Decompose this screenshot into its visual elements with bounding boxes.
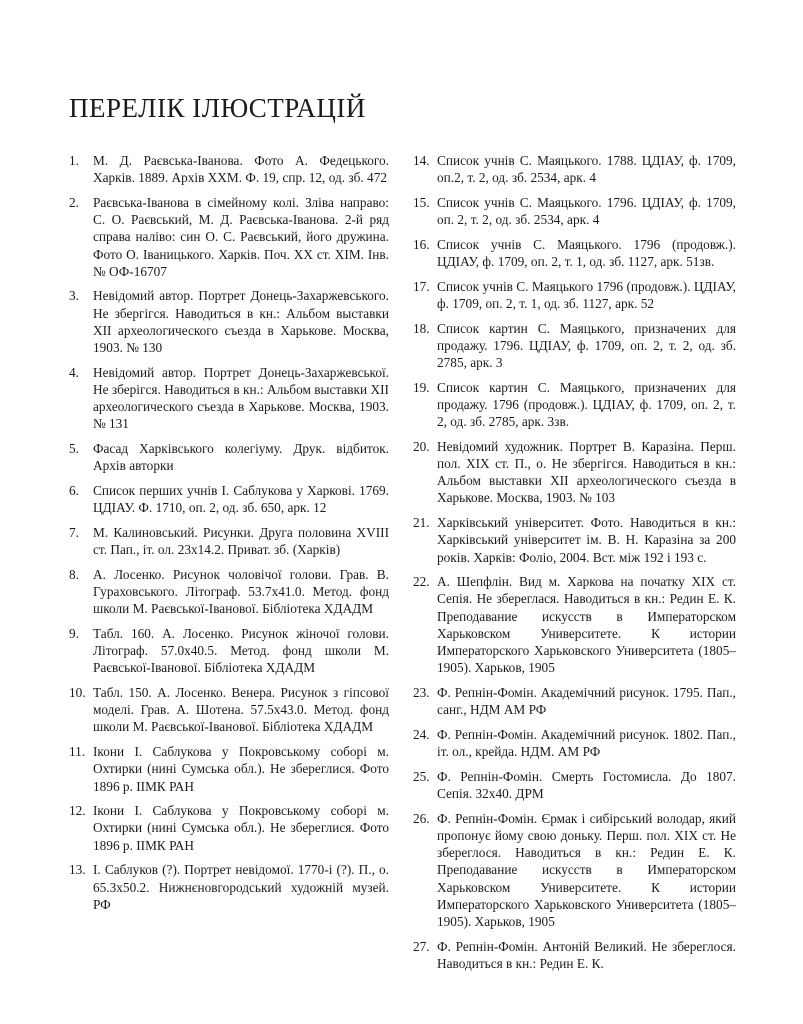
illustration-entry bbox=[413, 938, 736, 972]
entry-number: 9. bbox=[69, 625, 79, 641]
illustration-entry bbox=[69, 625, 389, 677]
entry-number: 27. bbox=[413, 938, 430, 954]
entry-text: Невідомий художник. Портрет В. Каразіна. Перш. пол. ХІХ ст. П., о. Не збергігся. Наводиться в кн.: Альбом выставки XII археологического съезда в Харькове. Москва, 1903. № 103 bbox=[437, 438, 736, 506]
entry-text: М. Д. Раєвська-Іванова. Фото А. Федецького. Харків. 1889. Архів ХХМ. Ф. 19, спр. 12, од. зб. 472 bbox=[93, 153, 389, 186]
entry-number: 26. bbox=[413, 810, 430, 826]
illustration-list-right-column bbox=[413, 152, 736, 980]
entry-text: А. Шепфлін. Вид м. Харкова на початку ХІХ ст. Сепія. Не збереглася. Наводиться в кн.: Редин Е. К. Преподавание искусств в Императорском Харьковском Университете. К истории Императорского Харьковского Университета (1805–1905). Харьков, 1905 bbox=[437, 574, 736, 676]
illustration-entry bbox=[413, 320, 736, 372]
entry-number: 23. bbox=[413, 684, 430, 700]
page-title: ПЕРЕЛІК ІЛЮСТРАЦІЙ bbox=[69, 93, 366, 123]
entry-text: Табл. 150. А. Лосенко. Венера. Рисунок з гіпсової моделі. Грав. А. Шотена. 57.5х43.0. Метод. фонд школи М. Раєвської-Іванової. Бібліотека ХДАДМ bbox=[93, 684, 389, 735]
entry-number: 2. bbox=[69, 194, 79, 210]
entry-number: 1. bbox=[69, 153, 79, 168]
illustration-entry bbox=[413, 573, 736, 676]
entry-text: Список учнів С. Маяцького. 1788. ЦДІАУ, ф. 1709, оп.2, т. 2, од. зб. 2534, арк. 4 bbox=[437, 153, 736, 186]
illustration-entry bbox=[413, 726, 736, 760]
entry-text: Список учнів С. Маяцького 1796 (продовж.). ЦДІАУ, ф. 1709, оп. 2, т. 1, од. зб. 1127, арк. 52 bbox=[437, 278, 736, 311]
entry-number: 22. bbox=[413, 574, 430, 590]
illustration-entry bbox=[69, 802, 389, 854]
illustration-entry bbox=[413, 810, 736, 930]
entry-text: Ф. Репнін-Фомін. Смерть Гостомисла. До 1807. Сепія. 32х40. ДРМ bbox=[437, 768, 736, 801]
entry-number: 19. bbox=[413, 379, 430, 395]
illustration-entry bbox=[69, 287, 389, 356]
entry-number: 25. bbox=[413, 768, 430, 784]
entry-number: 16. bbox=[413, 236, 430, 252]
entry-text: М. Калиновський. Рисунки. Друга половина XVIII ст. Пап., іт. ол. 23х14.2. Приват. зб. (Харків) bbox=[93, 524, 389, 558]
entry-text: Список учнів С. Маяцького. 1796. ЦДІАУ, ф. 1709, оп. 2, т. 2, од. зб. 2534, арк. 4 bbox=[437, 194, 736, 228]
entry-number: 11. bbox=[69, 744, 86, 760]
entry-text: Раєвська-Іванова в сімейному колі. Зліва направо: С. О. Раєвський, М. Д. Раєвська-Іванова. 2-й ряд справа наліво: син О. С. Раєвський, його дружина. Фото О. Іваницького. Харків. Поч. ХХ ст. ХІМ. Інв. № ОФ-16707 bbox=[93, 194, 389, 279]
entry-text: Ф. Репнін-Фомін. Антоній Великий. Не збереглося. Наводиться в кн.: Редин Е. К. bbox=[437, 938, 736, 971]
entry-number: 4. bbox=[69, 364, 79, 380]
illustration-entry bbox=[69, 194, 389, 280]
entry-text: А. Лосенко. Рисунок чоловічої голови. Грав. В. Гураховського. Літограф. 53.7х41.0. Метод. фонд школи М. Раєвської-Іванової. Бібліотека ХДАДМ bbox=[93, 566, 389, 617]
entry-number: 3. bbox=[69, 288, 79, 304]
illustration-entry bbox=[413, 514, 736, 566]
entry-number: 6. bbox=[69, 482, 79, 498]
illustration-entry bbox=[413, 278, 736, 312]
illustration-entry bbox=[69, 482, 389, 516]
entry-number: 20. bbox=[413, 438, 430, 454]
entry-number: 17. bbox=[413, 278, 430, 294]
illustration-entry bbox=[69, 524, 389, 558]
entry-text: Ф. Репнін-Фомін. Єрмак і сибірський володар, який пропонує йому свою доньку. Перш. пол. ХІХ ст. Не збереглося. Наводиться в кн.: Редин Е. К. Преподавание искусств в Императорском Харьковском Университете. К истории Императорского Харьковского Университета (1805–1905). Харьков, 1905 bbox=[437, 810, 736, 929]
entry-text: Список перших учнів І. Саблукова у Харкові. 1769. ЦДІАУ. Ф. 1710, оп. 2, од. зб. 650, арк. 12 bbox=[93, 482, 389, 516]
entry-text: Ікони І. Саблукова у Покровському соборі м. Охтирки (нині Сумська обл.). Не збереглися. Фото 1896 р. ІІМК РАН bbox=[93, 803, 389, 853]
entry-number: 13. bbox=[69, 862, 86, 878]
entry-text: Невідомий автор. Портрет Донець-Захаржевського. Не збергігся. Наводиться в кн.: Альбом выставки XII археологического съезда в Харькове. Москва, 1903. № 130 bbox=[93, 288, 389, 356]
entry-number: 21. bbox=[413, 515, 430, 531]
illustration-entry bbox=[413, 768, 736, 802]
illustration-entry bbox=[69, 743, 389, 795]
entry-number: 5. bbox=[69, 441, 79, 457]
entry-number: 8. bbox=[69, 566, 79, 582]
illustration-entry bbox=[69, 566, 389, 618]
entry-text: Невідомий автор. Портрет Донець-Захаржевської. Не зберігся. Наводиться в кн.: Альбом выставки XII археологического съезда в Харькове. Москва, 1903. № 131 bbox=[93, 364, 389, 432]
entry-number: 10. bbox=[69, 684, 86, 700]
entry-number: 7. bbox=[69, 524, 79, 540]
entry-text: Ікони І. Саблукова у Покровському соборі м. Охтирки (нині Сумська обл.). Не збереглися. Фото 1896 р. ІІМК РАН bbox=[93, 744, 389, 794]
entry-text: Харківський університет. Фото. Наводиться в кн.: Харківський університет ім. В. Н. Каразіна за 200 років. Харків: Фоліо, 2004. Вст. між 192 і 193 с. bbox=[437, 515, 736, 565]
entry-text: Ф. Репнін-Фомін. Академічний рисунок. 1795. Пап., санг., НДМ АМ РФ bbox=[437, 684, 736, 718]
entry-number: 24. bbox=[413, 726, 430, 742]
entry-number: 18. bbox=[413, 320, 430, 336]
illustration-entry bbox=[69, 861, 389, 913]
entry-number: 12. bbox=[69, 803, 86, 819]
illustration-entry bbox=[69, 152, 389, 186]
entry-text: Ф. Репнін-Фомін. Академічний рисунок. 1802. Пап., іт. ол., крейда. НДМ. АМ РФ bbox=[437, 726, 736, 760]
illustration-entry bbox=[413, 438, 736, 507]
entry-text: Список картин С. Маяцького, призначених для продажу. 1796 (продовж.). ЦДІАУ, ф. 1709, оп. 2, т. 2, од. зб. 2785, арк. 3зв. bbox=[437, 379, 736, 430]
entry-number: 15. bbox=[413, 194, 430, 210]
entry-text: Список учнів С. Маяцького. 1796 (продовж.). ЦДІАУ, ф. 1709, оп. 2, т. 1, од. зб. 1127, арк. 51зв. bbox=[437, 236, 736, 270]
entry-text: Список картин С. Маяцького, призначених для продажу. 1796. ЦДІАУ, ф. 1709, оп. 2, т. 2, од. зб. 2785, арк. 3 bbox=[437, 320, 736, 371]
entry-text: Табл. 160. А. Лосенко. Рисунок жіночої голови. Літограф. 57.0х40.5. Метод. фонд школи М. Раєвської-Іванової. Бібліотека ХДАДМ bbox=[93, 625, 389, 676]
illustration-entry bbox=[413, 379, 736, 431]
entry-text: І. Саблуков (?). Портрет невідомої. 1770-і (?). П., о. 65.3х50.2. Нижнєновгородський художній музей. РФ bbox=[93, 862, 389, 912]
illustration-entry bbox=[413, 152, 736, 186]
illustration-entry bbox=[413, 194, 736, 228]
illustration-entry bbox=[413, 236, 736, 270]
entry-text: Фасад Харківського колегіуму. Друк. відбиток. Архів авторки bbox=[93, 441, 389, 474]
illustration-entry bbox=[69, 364, 389, 433]
entry-number: 14. bbox=[413, 153, 430, 168]
illustration-entry bbox=[413, 684, 736, 718]
illustration-entry bbox=[69, 440, 389, 474]
illustration-list-left-column bbox=[69, 152, 389, 920]
illustration-entry bbox=[69, 684, 389, 736]
